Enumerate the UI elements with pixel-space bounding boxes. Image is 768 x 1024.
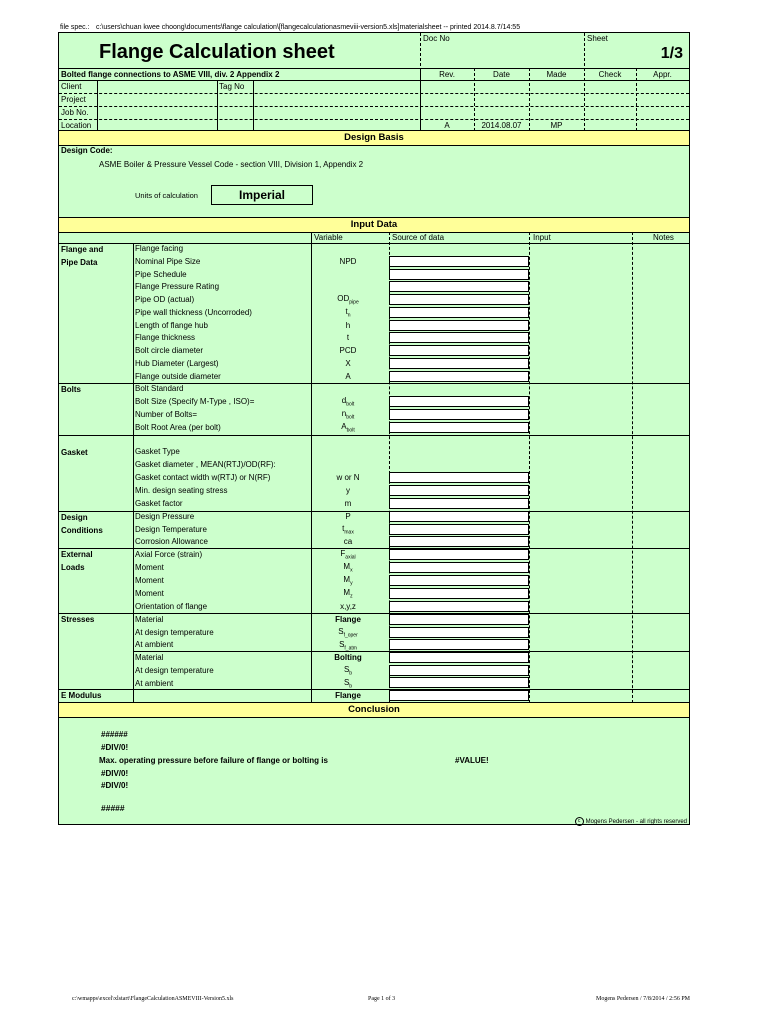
source-input-material-flange[interactable] <box>389 614 529 625</box>
file-spec-path: c:\users\chuan kwee choong\documents\flange calculation\[flangecalculationasmeviii-version5.xls]materialsheet -- printed 2014.8.7/14:55 <box>95 24 521 31</box>
divider <box>59 68 689 69</box>
var-dbolt-main: d <box>341 396 347 405</box>
source-input-tn[interactable] <box>389 307 529 318</box>
source-input-material-bolting[interactable] <box>389 652 529 663</box>
source-input-sf-oper[interactable] <box>389 627 529 638</box>
source-input-h[interactable] <box>389 320 529 331</box>
source-input-a[interactable] <box>389 371 529 382</box>
date-value: 2014.08.07 <box>481 121 522 130</box>
file-spec-label: file spec.: <box>60 24 90 31</box>
source-input-x[interactable] <box>389 358 529 369</box>
row-at-design-bolting: At design temperature <box>135 666 214 675</box>
var-abolt-main: A <box>341 422 347 431</box>
design-code-value: ASME Boiler & Pressure Vessel Code - section VIII, Division 1, Appendix 2 <box>99 160 364 169</box>
calculation-sheet <box>58 32 690 825</box>
col-variable: Variable <box>314 233 343 242</box>
made-label: Made <box>546 70 567 79</box>
var-sf-atm-sub: f_atm <box>344 645 357 652</box>
row-corrosion: Corrosion Allowance <box>135 537 208 546</box>
copyright <box>575 817 687 826</box>
divider <box>59 93 689 94</box>
var-my-sub: y <box>350 580 353 587</box>
var-sf-atm <box>311 640 385 652</box>
var-a: A <box>345 372 351 381</box>
source-input-sf-atm[interactable] <box>389 639 529 650</box>
row-at-ambient-bolting: At ambient <box>135 679 174 688</box>
divider <box>59 435 689 436</box>
row-pipe-wall: Pipe wall thickness (Uncorroded) <box>135 308 252 317</box>
var-t: t <box>346 333 350 342</box>
source-input-nbolt[interactable] <box>389 409 529 420</box>
source-input-npd[interactable] <box>389 256 529 267</box>
var-tmax-main: t <box>342 524 345 533</box>
var-dbolt <box>311 396 385 408</box>
var-nbolt <box>311 409 385 421</box>
source-input-faxial[interactable] <box>389 549 529 560</box>
var-mx <box>311 562 385 574</box>
conclusion-line2: #DIV/0! <box>101 743 129 752</box>
row-bolt-root: Bolt Root Area (per bolt) <box>135 423 221 432</box>
units-label: Units of calculation <box>135 191 198 200</box>
var-od-main: OD <box>337 294 350 303</box>
source-input-sb-design[interactable] <box>389 665 529 676</box>
var-sf-oper <box>311 627 385 639</box>
rev-label: Rev. <box>439 70 455 79</box>
var-m: m <box>344 499 352 508</box>
row-num-bolts: Number of Bolts= <box>135 410 198 419</box>
divider <box>584 33 585 71</box>
design-basis-header: Design Basis <box>59 130 689 146</box>
var-tn-main: t <box>345 307 348 316</box>
var-sb-design <box>311 665 385 677</box>
divider <box>529 232 530 703</box>
row-flange-facing: Flange facing <box>135 244 184 253</box>
conclusion-line6: ##### <box>101 803 125 813</box>
conclusion-header: Conclusion <box>59 702 689 718</box>
var-od <box>311 294 385 306</box>
var-e-flange: Flange <box>335 691 361 700</box>
sheet-label: Sheet <box>587 34 608 43</box>
footer-left: c:\wmapps\excel\xlstart\FlangeCalculationASMEVIII-Version5.xls <box>72 996 234 1002</box>
source-input-od[interactable] <box>389 294 529 305</box>
var-my-main: M <box>343 575 351 584</box>
group-stresses: Stresses <box>61 615 95 624</box>
source-input-tmax[interactable] <box>389 524 529 535</box>
row-gasket-type: Gasket Type <box>135 447 180 456</box>
var-sb-ambient <box>311 678 385 690</box>
divider <box>632 232 633 703</box>
var-tn-sub: n <box>347 312 351 319</box>
row-at-ambient-flange: At ambient <box>135 640 174 649</box>
var-sb-ambient-main: S <box>343 678 350 687</box>
sheet-value: 1/3 <box>660 45 683 62</box>
divider <box>59 80 689 81</box>
var-mz-main: M <box>343 588 351 597</box>
source-input-abolt[interactable] <box>389 422 529 433</box>
var-npd: NPD <box>339 257 357 266</box>
divider <box>636 68 637 131</box>
row-flange-od: Flange outside diameter <box>135 372 221 381</box>
source-input-t[interactable] <box>389 332 529 343</box>
source-input-pcd[interactable] <box>389 345 529 356</box>
row-min-seating: Min. design seating stress <box>135 486 228 495</box>
group-flange-pipe <box>61 244 103 269</box>
var-bolting: Bolting <box>334 653 362 662</box>
group-design-line1: Design <box>61 513 88 522</box>
row-gasket-factor: Gasket factor <box>135 499 183 508</box>
source-input-rating[interactable] <box>389 281 529 292</box>
var-sb-design-main: S <box>343 665 350 674</box>
source-input-e-modulus[interactable] <box>389 690 529 701</box>
var-flange: Flange <box>335 615 361 624</box>
job-no-label: Job No. <box>61 108 89 117</box>
row-moment-z: Moment <box>135 589 164 598</box>
divider <box>253 80 254 131</box>
project-label: Project <box>61 95 86 104</box>
group-bolts: Bolts <box>61 385 81 394</box>
group-external <box>61 549 93 574</box>
row-orientation: Orientation of flange <box>135 602 208 611</box>
divider <box>97 80 98 131</box>
doc-no-label: Doc No <box>423 34 450 43</box>
source-input-dbolt[interactable] <box>389 396 529 407</box>
var-pcd: PCD <box>339 346 357 355</box>
source-input-m[interactable] <box>389 498 529 509</box>
row-bolt-circle: Bolt circle diameter <box>135 346 204 355</box>
var-my <box>311 575 385 587</box>
design-code-label: Design Code: <box>61 146 113 155</box>
conclusion-line4: #DIV/0! <box>101 769 129 778</box>
source-input-p[interactable] <box>389 511 529 522</box>
row-design-pressure: Design Pressure <box>135 512 195 521</box>
made-value: MP <box>550 121 563 130</box>
divider <box>584 68 585 131</box>
conclusion-line1: ###### <box>101 730 128 739</box>
group-design-line2: Conditions <box>61 525 103 535</box>
page-title: Flange Calculation sheet <box>99 41 335 63</box>
var-dbolt-sub: bolt <box>346 401 355 408</box>
source-input-w[interactable] <box>389 472 529 483</box>
units-value: Imperial <box>211 185 313 205</box>
var-sb-design-sub: b <box>349 670 353 677</box>
col-input: Input <box>533 233 551 242</box>
client-label: Client <box>61 82 82 91</box>
divider <box>133 243 134 703</box>
col-notes: Notes <box>653 233 674 242</box>
row-hub-diameter: Hub Diameter (Largest) <box>135 359 219 368</box>
var-faxial <box>311 549 385 561</box>
group-flange-pipe-line1: Flange and <box>61 245 104 254</box>
var-mz-sub: z <box>350 593 353 600</box>
divider <box>217 80 218 131</box>
group-external-line1: External <box>61 550 93 559</box>
row-design-temperature: Design Temperature <box>135 525 207 534</box>
row-moment-y: Moment <box>135 576 164 585</box>
copyright-text: Mogens Pedersen - all rights reserved <box>585 819 687 826</box>
source-input-mz[interactable] <box>389 588 529 599</box>
group-e-modulus: E Modulus <box>61 691 102 700</box>
max-pressure-value: #VALUE! <box>455 756 489 765</box>
row-flange-thickness: Flange thickness <box>135 333 196 342</box>
row-bolt-standard: Bolt Standard <box>135 384 184 393</box>
divider <box>59 613 689 614</box>
divider <box>59 119 689 120</box>
var-abolt <box>311 422 385 434</box>
source-input-mx[interactable] <box>389 562 529 573</box>
var-p: P <box>345 512 351 521</box>
group-flange-pipe-line2: Pipe Data <box>61 257 98 267</box>
row-axial-force: Axial Force (strain) <box>135 550 203 559</box>
var-x: X <box>345 359 351 368</box>
row-gasket-diameter: Gasket diameter , MEAN(RTJ)/OD(RF): <box>135 460 276 469</box>
col-source: Source of data <box>392 233 445 242</box>
var-abolt-sub: bolt <box>346 427 355 434</box>
divider <box>59 106 689 107</box>
row-bolt-size: Bolt Size (Specify M-Type , ISO)= <box>135 397 255 406</box>
row-material-flange: Material <box>135 615 164 624</box>
row-nominal-pipe-size: Nominal Pipe Size <box>135 257 201 266</box>
date-label: Date <box>493 70 510 79</box>
var-od-sub: pipe <box>349 299 359 306</box>
var-mx-sub: x <box>350 567 353 574</box>
source-input-y[interactable] <box>389 485 529 496</box>
group-design <box>61 512 103 537</box>
source-input-my[interactable] <box>389 575 529 586</box>
source-input-schedule[interactable] <box>389 269 529 280</box>
var-tmax <box>311 524 385 536</box>
source-input-ca[interactable] <box>389 536 529 547</box>
footer-right: Mogens Pedersen / 7/8/2014 / 2:56 PM <box>596 996 690 1002</box>
input-data-header: Input Data <box>59 217 689 233</box>
var-nbolt-main: n <box>341 409 347 418</box>
row-gasket-width: Gasket contact width w(RTJ) or N(RF) <box>135 473 271 482</box>
row-pipe-od: Pipe OD (actual) <box>135 295 195 304</box>
max-pressure-label: Max. operating pressure before failure of flange or bolting is <box>99 756 328 765</box>
source-input-sb-ambient[interactable] <box>389 677 529 688</box>
var-mz <box>311 588 385 600</box>
var-h: h <box>345 321 351 330</box>
var-tmax-sub: max <box>344 529 354 536</box>
file-spec <box>60 24 520 31</box>
var-mx-main: M <box>343 562 351 571</box>
conclusion-line5: #DIV/0! <box>101 781 129 790</box>
row-at-design-flange: At design temperature <box>135 628 214 637</box>
divider <box>420 33 421 71</box>
row-flange-pressure-rating: Flange Pressure Rating <box>135 282 220 291</box>
group-gasket: Gasket <box>61 448 88 457</box>
source-input-xyz[interactable] <box>389 601 529 612</box>
footer-center: Page 1 of 3 <box>368 996 396 1002</box>
var-y: y <box>346 486 350 495</box>
var-sb-ambient-sub: b <box>349 683 353 690</box>
var-sf-oper-sub: f_oper <box>343 632 358 639</box>
var-faxial-sub: axial <box>345 554 356 561</box>
row-material-bolting: Material <box>135 653 164 662</box>
location-label: Location <box>61 121 92 130</box>
var-xyz: x,y,z <box>340 602 356 611</box>
var-ca: ca <box>343 537 353 546</box>
subtitle: Bolted flange connections to ASME VIII, div. 2 Appendix 2 <box>61 70 280 79</box>
var-w-or-n: w or N <box>336 473 360 482</box>
var-nbolt-sub: bolt <box>346 414 355 421</box>
copyright-icon: c <box>575 817 584 826</box>
group-external-line2: Loads <box>61 562 85 572</box>
var-faxial-main: F <box>340 549 346 558</box>
var-sf-oper-main: S <box>338 627 344 636</box>
var-sf-atm-main: S <box>339 640 345 649</box>
tag-no-label: Tag No <box>219 82 245 91</box>
row-moment-x: Moment <box>135 563 164 572</box>
var-tn <box>311 307 385 319</box>
row-hub-length: Length of flange hub <box>135 321 208 330</box>
row-pipe-schedule: Pipe Schedule <box>135 270 187 279</box>
check-label: Check <box>598 70 622 79</box>
appr-label: Appr. <box>653 70 672 79</box>
rev-value: A <box>444 121 450 130</box>
